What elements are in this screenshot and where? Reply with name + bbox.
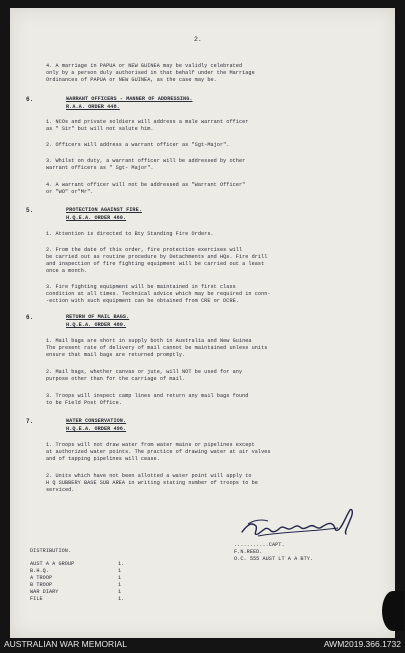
- text-line: condition at all times. Technical advice which may be required in conn-: [46, 291, 271, 297]
- text-line: only by a person duly authorised in that behalf under the Marriage: [46, 70, 255, 76]
- text-line: warrant officers as " Sgt- Major".: [46, 165, 154, 171]
- section-title: RETURN OF MAIL BAGS.: [66, 314, 130, 320]
- document-page: [10, 8, 395, 638]
- section-reference: H.Q.E.A. ORDER 480.: [66, 322, 127, 328]
- text-line: 3. Troops will inspect camp lines and return any mail bags found: [46, 393, 249, 399]
- text-line: 3. Whilst on duty, a warrant officer will be addressed by other: [46, 158, 246, 164]
- page-number: 2.: [194, 36, 202, 43]
- text-line: 1. Attention is directed to Bty Standing Fire Orders.: [46, 231, 214, 237]
- punch-hole: [382, 591, 404, 631]
- text-line: or "WO" or"Mr".: [46, 189, 94, 195]
- signatory-title: O.C. 555 AUST LT A A BTY.: [234, 556, 314, 562]
- text-line: and inspection of fire fighting equipment will be carried out a least: [46, 261, 265, 267]
- text-line: purpose other than for the carriage of mail.: [46, 376, 186, 382]
- distribution-quantity: 1: [118, 575, 122, 581]
- text-line: 1. Troops will not draw water from water mains or pipelines except: [46, 442, 255, 448]
- text-line: and of tapping pipelines will cease.: [46, 456, 160, 462]
- distribution-recipient: B TROOP: [30, 582, 53, 588]
- distribution-recipient: FILE: [30, 596, 43, 602]
- section-reference: H.Q.E.A. ORDER 496.: [66, 426, 127, 432]
- text-line: 2. Officers will address a warrant officer as "Sgt-Major".: [46, 142, 230, 148]
- footer-accession-number: AWM2019.366.1732: [323, 639, 401, 649]
- text-line: ensure that mail bags are returned promptly.: [46, 352, 186, 358]
- distribution-recipient: A TROOP: [30, 575, 53, 581]
- text-line: be carried out as routine procedure by Detachments and HQs. Fire drill: [46, 254, 268, 260]
- text-line: 2. From the date of this order, fire protection exercises will: [46, 247, 243, 253]
- section-number: 6.: [26, 96, 34, 103]
- distribution-quantity: 1: [118, 589, 122, 595]
- text-line: The present rate of delivery of mail cannot be maintained unless units: [46, 345, 268, 351]
- section-title: WATER CONSERVATION.: [66, 418, 127, 424]
- section-number: 6.: [26, 314, 34, 321]
- text-line: at authorized water points. The practice of drawing water at air valves: [46, 449, 271, 455]
- text-line: serviced.: [46, 487, 75, 493]
- text-line: 2. Units which have not been allotted a water point will apply to: [46, 473, 252, 479]
- section-reference: H.Q.E.A. ORDER 460.: [66, 215, 127, 221]
- section-title: PROTECTION AGAINST FIRE.: [66, 207, 142, 213]
- text-line: as " Sir" but will not salute him.: [46, 126, 154, 132]
- text-line: to be Field Post Office.: [46, 400, 122, 406]
- distribution-recipient: WAR DIARY: [30, 589, 59, 595]
- text-line: Ordinances of PAPUA or NEW GUINEA, as the case may be.: [46, 77, 217, 83]
- section-number: 5.: [26, 207, 34, 214]
- distribution-quantity: 1: [118, 568, 122, 574]
- text-line: 3. Fire fighting equipment will be maintained in first class: [46, 284, 236, 290]
- text-line: 4. A warrant officer will not be addressed as "Warrant Officer": [46, 182, 246, 188]
- text-line: 2. Mail bags, whether canvas or jute, will NOT be used for any: [46, 369, 243, 375]
- text-line: 4. A marriage in PAPUA or NEW GUINEA may be validly celebrated: [46, 63, 243, 69]
- distribution-heading: DISTRIBUTION.: [30, 548, 72, 554]
- text-line: H Q SUBBERY BASE SUB AREA in writing stating number of troops to be: [46, 480, 258, 486]
- signatory-name: F.N.REED.: [234, 549, 263, 555]
- section-number: 7.: [26, 418, 34, 425]
- footer-institution: AUSTRALIAN WAR MEMORIAL: [4, 639, 127, 649]
- distribution-quantity: 1.: [118, 596, 125, 602]
- section-reference: R.A.A. ORDER 448.: [66, 104, 120, 110]
- signature-line: ...........CAPT.: [234, 542, 285, 548]
- distribution-quantity: 1.: [118, 561, 125, 567]
- text-line: -ection with such equipment can be obtained from CRE or DCRE.: [46, 298, 239, 304]
- distribution-quantity: 1: [118, 582, 122, 588]
- distribution-recipient: AUST A A GROUP: [30, 561, 75, 567]
- text-line: once a month.: [46, 268, 88, 274]
- distribution-recipient: B.H.Q.: [30, 568, 49, 574]
- section-title: WARRANT OFFICERS - MANNER OF ADDRESSING.: [66, 96, 193, 102]
- text-line: 1. Mail bags are short in supply both in Australia and New Guinea: [46, 338, 252, 344]
- text-line: 1. NCOs and private soldiers will address a male warrant officer: [46, 119, 249, 125]
